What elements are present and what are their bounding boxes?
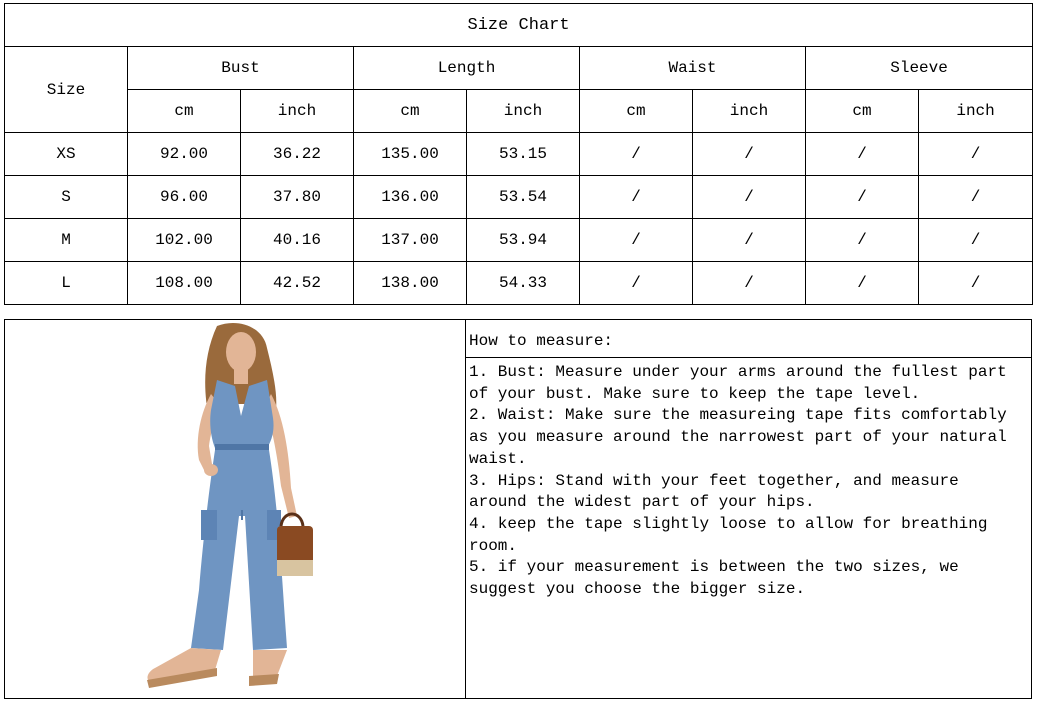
list-item: 3. Hips: Stand with your feet together, and measure around the widest part of your hips. (469, 471, 969, 512)
value-cell: / (806, 219, 919, 262)
how-to-measure-title: How to measure: (466, 320, 1031, 358)
value-cell: / (693, 262, 806, 305)
list-item: 4. keep the tape slightly loose to allow for breathing room. (469, 514, 998, 555)
unit-header: cm (580, 90, 693, 133)
size-chart-table (4, 3, 1033, 305)
unit-header: inch (919, 90, 1033, 133)
value-cell: / (919, 133, 1033, 176)
hand-shape (204, 464, 218, 476)
sandal-shape (249, 674, 279, 686)
model-illustration (5, 320, 466, 699)
value-cell: 36.22 (241, 133, 354, 176)
value-cell: 108.00 (128, 262, 241, 305)
table-row (5, 219, 1033, 262)
value-cell: / (693, 133, 806, 176)
size-header: Size (5, 47, 128, 133)
value-cell: / (580, 262, 693, 305)
value-cell: / (919, 262, 1033, 305)
value-cell: 135.00 (354, 133, 467, 176)
unit-header: cm (128, 90, 241, 133)
value-cell: 53.94 (467, 219, 580, 262)
value-cell: 92.00 (128, 133, 241, 176)
value-cell: 96.00 (128, 176, 241, 219)
header-length: Length (354, 47, 580, 90)
value-cell: 138.00 (354, 262, 467, 305)
value-cell: / (580, 176, 693, 219)
handbag-base-shape (277, 560, 313, 576)
table-row (5, 133, 1033, 176)
how-to-measure-panel (466, 319, 1032, 699)
face-shape (226, 332, 256, 372)
header-bust: Bust (128, 47, 354, 90)
value-cell: / (693, 176, 806, 219)
value-cell: / (806, 133, 919, 176)
measure-instructions (466, 358, 1031, 601)
table-row (5, 176, 1033, 219)
unit-header: cm (354, 90, 467, 133)
value-cell: 137.00 (354, 219, 467, 262)
value-cell: 53.15 (467, 133, 580, 176)
value-cell: 37.80 (241, 176, 354, 219)
header-sleeve: Sleeve (806, 47, 1033, 90)
list-item: 2. Waist: Make sure the measureing tape fits comfortably as you measure around the narrowest part of your natural waist. (469, 406, 1017, 468)
jumpsuit-legs-shape (191, 450, 287, 650)
value-cell: 102.00 (128, 219, 241, 262)
value-cell: 53.54 (467, 176, 580, 219)
unit-header: inch (241, 90, 354, 133)
value-cell: / (580, 133, 693, 176)
table-row (5, 262, 1033, 305)
unit-header: inch (693, 90, 806, 133)
neck-shape (234, 368, 248, 384)
unit-header: inch (467, 90, 580, 133)
size-cell: S (5, 176, 128, 219)
value-cell: / (919, 219, 1033, 262)
value-cell: 42.52 (241, 262, 354, 305)
value-cell: / (580, 219, 693, 262)
value-cell: 54.33 (467, 262, 580, 305)
list-item: 1. Bust: Measure under your arms around the fullest part of your bust. Make sure to keep the tape level. (469, 363, 1017, 403)
value-cell: 40.16 (241, 219, 354, 262)
unit-header: cm (806, 90, 919, 133)
list-item: 5. if your measurement is between the two sizes, we suggest you choose the bigger size. (469, 558, 969, 599)
size-cell: M (5, 219, 128, 262)
size-cell: XS (5, 133, 128, 176)
value-cell: 136.00 (354, 176, 467, 219)
value-cell: / (806, 262, 919, 305)
value-cell: / (806, 176, 919, 219)
chart-title: Size Chart (5, 4, 1033, 47)
cargo-pocket-shape (201, 510, 217, 540)
size-cell: L (5, 262, 128, 305)
value-cell: / (693, 219, 806, 262)
header-waist: Waist (580, 47, 806, 90)
foot-shape (253, 650, 287, 678)
value-cell: / (919, 176, 1033, 219)
product-photo (4, 319, 466, 699)
